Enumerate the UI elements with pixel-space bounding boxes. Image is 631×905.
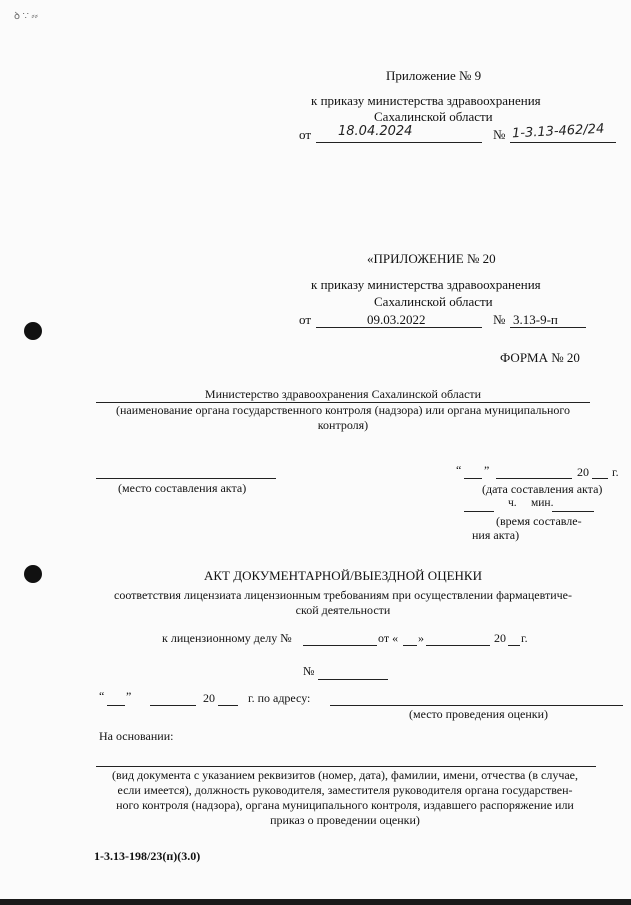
case-year-line	[508, 645, 520, 646]
hours-label: ч.	[508, 497, 517, 509]
case-number-line	[303, 645, 377, 646]
appendix9-title: Приложение № 9	[386, 68, 482, 83]
punch-hole-bottom	[24, 565, 42, 583]
appendix20-number: 3.13-9-п	[513, 312, 558, 327]
minutes-line	[552, 511, 594, 512]
time-caption-2: ния акта)	[472, 528, 520, 542]
date-month-line	[496, 478, 572, 479]
appendix20-from-label: от	[299, 312, 312, 327]
address-label: г. по адресу:	[248, 691, 311, 705]
case-quote-close: »	[418, 631, 424, 645]
basis-caption-1: (вид документа с указанием реквизитов (номер, дата), фамилии, имени, отчества (в случае,	[111, 768, 579, 782]
act-title: АКТ ДОКУМЕНТАРНОЙ/ВЫЕЗДНОЙ ОЦЕНКИ	[204, 568, 482, 583]
address-line	[330, 705, 623, 706]
place-line	[96, 478, 276, 479]
appendix20-number-label: №	[493, 312, 506, 327]
case-from: от «	[378, 631, 399, 645]
appendix20-order-line: к приказу министерства здравоохранения	[311, 277, 541, 292]
date-quote-close: ”	[484, 463, 490, 477]
appendix9-number-label: №	[493, 127, 506, 142]
case-year: 20	[494, 631, 506, 645]
date-year-line	[592, 478, 608, 479]
address-day-line	[107, 705, 125, 706]
appendix20-date: 09.03.2022	[367, 312, 426, 327]
case-label: к лицензионному делу №	[162, 631, 292, 645]
place-caption: (место составления акта)	[118, 481, 247, 495]
act-number-label: №	[303, 664, 315, 678]
address-caption: (место проведения оценки)	[409, 707, 549, 721]
case-month-line	[426, 645, 490, 646]
date-year-suffix: г.	[612, 465, 619, 479]
address-month-line	[150, 705, 196, 706]
act-number-line	[318, 679, 388, 680]
date-quote-open: “	[456, 463, 462, 477]
act-subtitle-2: ской деятельности	[295, 603, 391, 617]
authority-name: Министерство здравоохранения Сахалинской области	[204, 387, 482, 401]
case-day-line	[403, 645, 417, 646]
date-year-prefix: 20	[577, 465, 589, 479]
basis-caption-4: приказ о проведении оценки)	[270, 813, 420, 827]
date-day-line	[464, 478, 482, 479]
scan-bottom-edge	[0, 899, 631, 905]
case-year-suffix: г.	[521, 631, 528, 645]
appendix9-number-line	[510, 142, 616, 143]
punch-hole-top	[24, 322, 42, 340]
basis-label: На основании:	[99, 729, 174, 743]
corner-mark: ꝺ ∵ ⸗⸗	[14, 11, 39, 22]
appendix9-from-label: от	[299, 127, 312, 142]
appendix9-order-line: к приказу министерства здравоохранения	[311, 93, 541, 108]
form-label: ФОРМА № 20	[500, 350, 580, 365]
authority-caption-1: (наименование органа государственного контроля (надзора) или органа муниципального	[115, 403, 571, 417]
address-quote-close: ”	[126, 689, 132, 703]
basis-caption-2: если имеется), должность руководителя, заместителя руководителя органа государствен-	[117, 783, 573, 797]
footer-code: 1-3.13-198/23(п)(3.0)	[94, 849, 201, 863]
address-quote-open: “	[99, 689, 105, 703]
authority-caption-2: контроля)	[317, 418, 369, 432]
appendix20-title: «ПРИЛОЖЕНИЕ № 20	[367, 251, 496, 266]
hours-line	[464, 511, 494, 512]
date-caption: (дата составления акта)	[482, 482, 603, 496]
appendix20-region-line: Сахалинской области	[374, 294, 493, 309]
appendix9-number-handwritten: 1-3.13-462/24	[511, 121, 605, 142]
minutes-label: мин.	[531, 497, 554, 509]
basis-caption-3: ного контроля (надзора), органа муниципального контроля, издавшего распоряжение или	[116, 798, 574, 812]
appendix9-date-line	[316, 142, 482, 143]
address-year-line	[218, 705, 238, 706]
basis-line	[96, 766, 596, 767]
appendix9-region-line: Сахалинской области	[374, 109, 493, 124]
time-caption-1: (время составле-	[496, 514, 582, 528]
act-subtitle-1: соответствия лицензиата лицензионным требованиям при осуществлении фармацевтиче-	[114, 588, 572, 602]
appendix9-date-handwritten: 18.04.2024	[338, 124, 413, 139]
address-year-prefix: 20	[203, 691, 215, 705]
